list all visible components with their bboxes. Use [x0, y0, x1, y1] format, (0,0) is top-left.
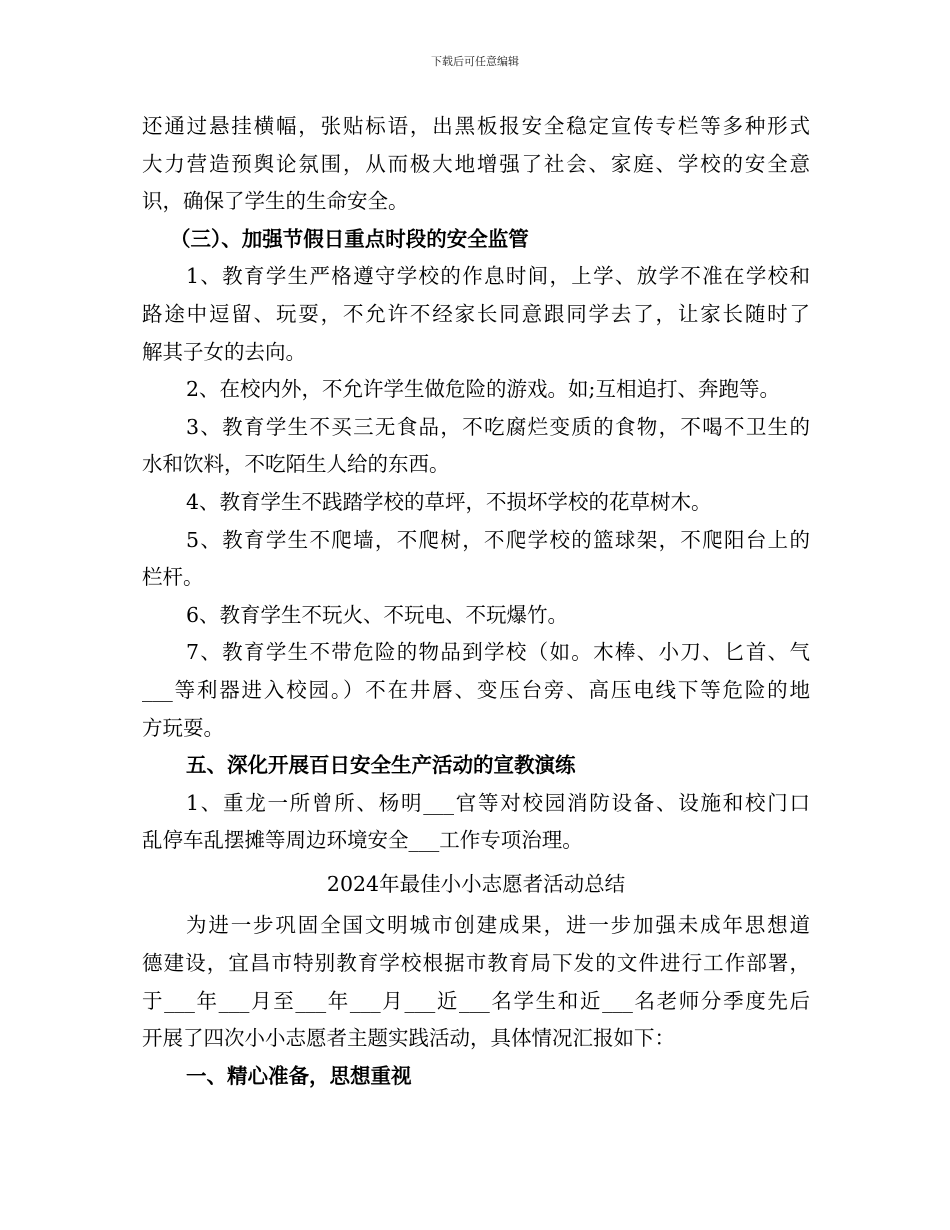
paragraph-line: 1、重龙一所曾所、杨明___官等对校园消防设备、设施和校门口: [186, 790, 810, 815]
page-header: 下载后可任意编辑: [431, 55, 519, 68]
paragraph-line: 还通过悬挂横幅，张贴标语，出黑板报安全稳定宣传专栏等多种形式: [142, 114, 810, 138]
paragraph-line: 于___年___月至___年___月___近___名学生和近___名老师分季度先后: [142, 988, 810, 1013]
document-body: [142, 108, 810, 1095]
paragraph-line: 解其子女的去向。: [142, 339, 306, 364]
paragraph-line: 大力营造预舆论氛围，从而极大地增强了社会、家庭、学校的安全意: [142, 151, 810, 176]
section-heading: 五、深化开展百日安全生产活动的宣教演练: [186, 753, 576, 778]
paragraph-line: 路途中逗留、玩耍，不允许不经家长同意跟同学去了，让家长随时了: [142, 301, 810, 326]
paragraph-line: 栏杆。: [142, 565, 204, 590]
paragraph-line: 2、在校内外，不允许学生做危险的游戏。如;互相追打、奔跑等。: [186, 377, 780, 402]
paragraph-line: 6、教育学生不玩火、不玩电、不玩爆竹。: [186, 602, 569, 627]
paragraph-line: 开展了四次小小志愿者主题实践活动，具体情况汇报如下：: [142, 1026, 675, 1051]
paragraph-line: 7、教育学生不带危险的物品到学校（如。木棒、小刀、匕首、气: [186, 640, 810, 665]
paragraph-line: 3、教育学生不买三无食品，不吃腐烂变质的食物，不喝不卫生的: [186, 414, 810, 439]
paragraph-line: 水和饮料，不吃陌生人给的东西。: [142, 452, 450, 477]
paragraph-line: 德建设，宜昌市特别教育学校根据市教育局下发的文件进行工作部署，: [142, 951, 810, 976]
paragraph-line: 为进一步巩固全国文明城市创建成果，进一步加强未成年思想道: [186, 913, 810, 938]
paragraph-line: 方玩耍。: [142, 715, 224, 740]
paragraph-line: 乱停车乱摆摊等周边环境安全___工作专项治理。: [142, 828, 583, 853]
document-title: 2024年最佳小小志愿者活动总结: [326, 871, 626, 896]
paragraph-line: ___等利器进入校园。）不在井唇、变压台旁、高压电线下等危险的地: [142, 677, 810, 702]
paragraph-line: 4、教育学生不践踏学校的草坪，不损坏学校的花草树木。: [186, 489, 712, 514]
paragraph-line: 识，确保了学生的生命安全。: [142, 189, 409, 214]
section-heading: 一、精心准备，思想重视: [186, 1063, 412, 1088]
paragraph-line: 1、教育学生严格遵守学校的作息时间，上学、放学不准在学校和: [186, 264, 810, 289]
paragraph-line: 5、教育学生不爬墙，不爬树，不爬学校的篮球架，不爬阳台上的: [186, 527, 810, 552]
section-heading: （三）、加强节假日重点时段的安全监管: [170, 226, 529, 251]
